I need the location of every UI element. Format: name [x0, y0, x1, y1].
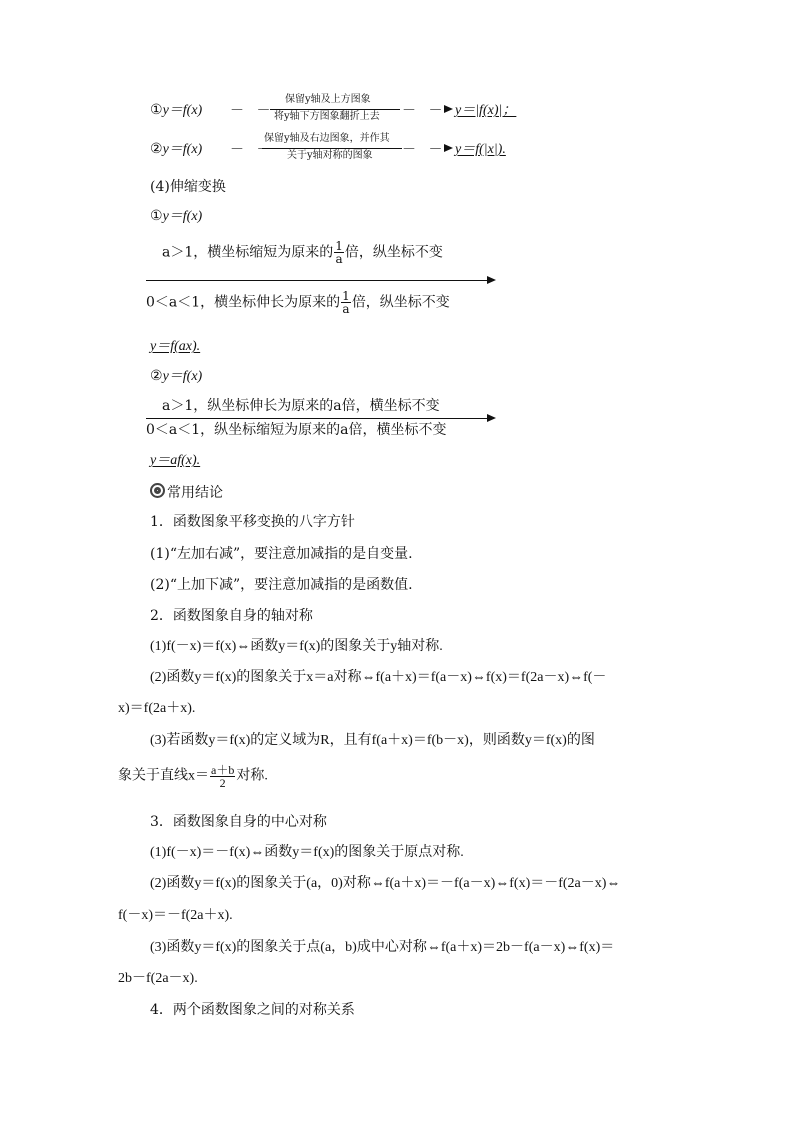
dash-right: － － [402, 142, 447, 158]
c2-item-3-line2: 象关于直线x＝ $\frac{a+b}{2}$ 对称. [118, 763, 268, 790]
arrow-head-icon [444, 144, 453, 152]
arrow-under-label: 将y轴下方图象翻折上去 [274, 111, 380, 122]
c2-item-1: (1)f(－x)＝f(x)⇔函数y＝f(x)的图象关于y轴对称. [150, 639, 443, 654]
stretch-v-under-label: 0＜a＜1，纵坐标缩短为原来的a倍，横坐标不变 [146, 422, 447, 438]
c2-item-2-line1: (2)函数y＝f(x)的图象关于x＝a对称⇔f(a＋x)＝f(a－x)⇔f(x)＝f(2a－x)⇔f(－ [150, 670, 607, 685]
c4-title: 4．两个函数图象之间的对称关系 [150, 1002, 355, 1018]
formula-lhs: y＝f(x) [162, 103, 203, 118]
formula-lhs: y＝f(x) [162, 142, 203, 157]
stretch-v-over-label: a＞1，纵坐标伸长为原来的a倍，横坐标不变 [162, 398, 440, 414]
item-number: ② [150, 142, 163, 157]
formula-rhs: y＝|f(x)|； [455, 103, 517, 118]
c3-title: 3．函数图象自身的中心对称 [150, 814, 327, 830]
fraction: $\frac{a+b}{2}$ [211, 763, 235, 790]
arrow-head-icon [487, 276, 496, 284]
transform-abs-line [150, 103, 202, 120]
fraction: $\frac{1}{a}$ [342, 289, 350, 316]
arrow-over-label: 保留y轴及上方图象 [285, 94, 371, 105]
c3-item-2-line2: f(－x)＝－f(2a＋x). [118, 908, 233, 923]
fraction: $\frac{1}{a}$ [335, 239, 343, 266]
transform-absx-line [150, 142, 202, 159]
arrow-shaft [270, 109, 400, 110]
item-number: ① [150, 103, 163, 118]
c3-item-3-line1: (3)函数y＝f(x)的图象关于点(a，b)成中心对称⇔f(a＋x)＝2b－f(a－x)⇔f(x)＝ [150, 940, 615, 955]
stretch-h-over-label: a＞1，横坐标缩短为原来的 $\frac{1}{a}$ 倍，纵坐标不变 [162, 239, 443, 266]
stretch-h-under-label: 0＜a＜1，横坐标伸长为原来的 $\frac{1}{a}$ 倍，纵坐标不变 [146, 289, 450, 316]
stretch-v-start: ②y＝f(x) [150, 369, 203, 384]
arrow-shaft [146, 280, 488, 281]
c3-item-1: (1)f(－x)＝－f(x)⇔函数y＝f(x)的图象关于原点对称. [150, 845, 464, 860]
formula-rhs: y＝f(|x|). [455, 142, 506, 157]
dash-left: － － [230, 142, 275, 158]
c2-title: 2．函数图象自身的轴对称 [150, 608, 313, 624]
stretch-h-start: ①y＝f(x) [150, 209, 203, 224]
c1-item-2: (2)“上加下减”，要注意加减指的是函数值. [150, 577, 413, 593]
dash-right: － － [402, 103, 447, 119]
arrow-head-icon [487, 414, 496, 422]
stretch-h-result: y＝f(ax). [150, 339, 201, 354]
arrow-under-label: 关于y轴对称的图象 [287, 150, 373, 161]
arrow-over-label: 保留y轴及右边图象，并作其 [264, 133, 390, 144]
dash-left: － － [230, 103, 275, 119]
arrow-shaft [262, 148, 402, 149]
c1-title: 1．函数图象平移变换的八字方针 [150, 514, 355, 530]
c3-item-3-line2: 2b－f(2a－x). [118, 971, 198, 986]
bullseye-icon [150, 483, 165, 498]
arrow-shaft [146, 418, 488, 419]
c3-item-2-line1: (2)函数y＝f(x)的图象关于(a，0)对称⇔f(a＋x)＝－f(a－x)⇔f(x)＝－f(2a－x)⇔ [150, 876, 621, 891]
section-heading: (4)伸缩变换 [150, 179, 226, 195]
arrow-head-icon [444, 105, 453, 113]
c1-item-1: (1)“左加右减”，要注意加减指的是自变量. [150, 546, 413, 562]
c2-item-3-line1: (3)若函数y＝f(x)的定义域为R，且有f(a＋x)＝f(b－x)，则函数y＝f(x)的图 [150, 733, 595, 748]
conclusions-title: 常用结论 [150, 483, 223, 502]
c2-item-2-line2: x)＝f(2a＋x). [118, 701, 196, 716]
stretch-v-result: y＝af(x). [150, 453, 201, 468]
